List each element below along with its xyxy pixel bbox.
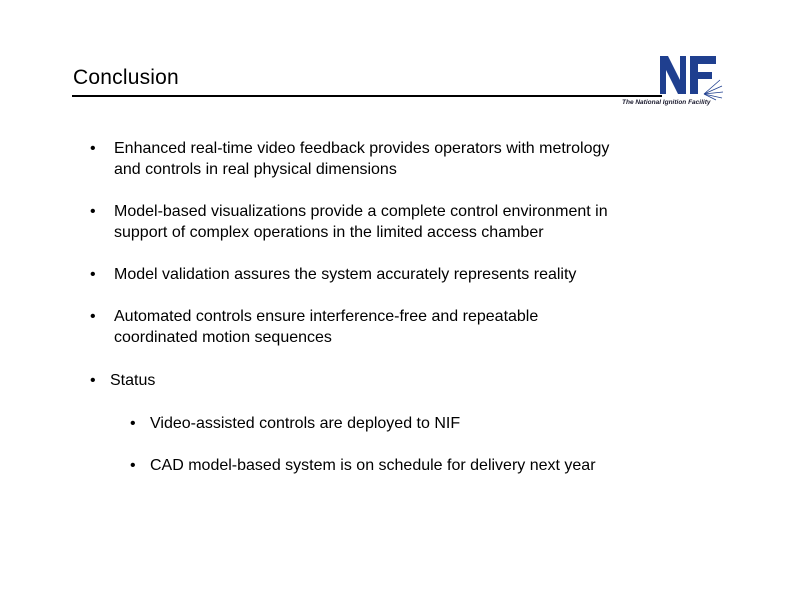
logo-caption: The National Ignition Facility [622, 99, 711, 106]
sub-bullet-text: Video-assisted controls are deployed to NIF [150, 415, 461, 432]
bullet-text-continued: and controls in real physical dimensions [114, 161, 397, 178]
bullet-text: Status [110, 372, 156, 389]
bullet-dot: • [130, 415, 136, 432]
list-item [90, 306, 538, 348]
bullet-text-continued: support of complex operations in the limited access chamber [114, 224, 544, 241]
bullet-text: Automated controls ensure interference-free and repeatable [114, 308, 539, 325]
bullet-text: Enhanced real-time video feedback provides operators with metrology [114, 140, 610, 157]
bullet-dot: • [90, 140, 96, 157]
sub-list-item [130, 455, 596, 476]
sub-bullet-text: CAD model-based system is on schedule for delivery next year [150, 457, 596, 474]
bullet-text: Model-based visualizations provide a complete control environment in [114, 203, 608, 220]
list-item [90, 370, 155, 391]
list-item [90, 138, 609, 180]
slide-title: Conclusion [73, 66, 179, 89]
bullet-text-continued: coordinated motion sequences [114, 329, 332, 346]
list-item [90, 264, 576, 285]
sub-list-item [130, 413, 460, 434]
bullet-text: Model validation assures the system accurately represents reality [114, 266, 577, 283]
list-item [90, 201, 608, 243]
bullet-dot: • [130, 457, 136, 474]
nif-logo-mark-icon [620, 50, 724, 102]
bullet-dot: • [90, 308, 96, 325]
title-underline [72, 95, 662, 97]
bullet-dot: • [90, 372, 96, 389]
bullet-dot: • [90, 203, 96, 220]
bullet-dot: • [90, 266, 96, 283]
